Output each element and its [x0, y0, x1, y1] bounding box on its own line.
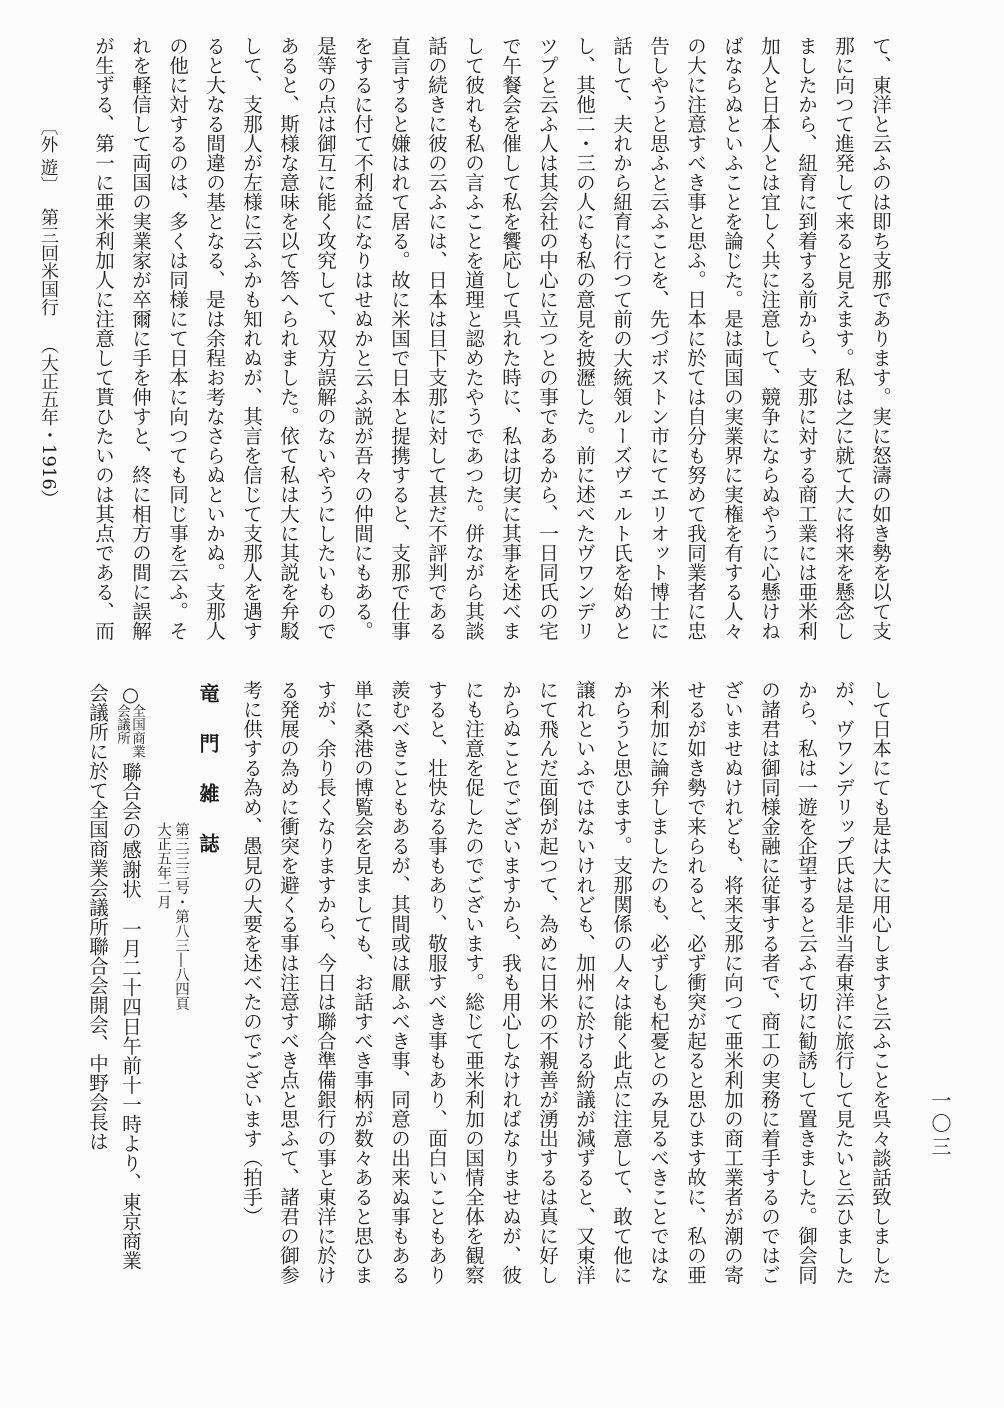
source-journal: 竜門雑誌	[196, 683, 220, 883]
source-issue: 第三三三号・第八三―八四頁	[173, 822, 189, 1011]
text-column: して、支那人が左様に云ふかも知れぬが、其言を信じて支那人を遇す	[240, 36, 263, 641]
text-column: ばならぬといふことを論じた。是は両国の実業界に実権を有する人々	[721, 36, 744, 641]
text-column: からうと思ひます。支那関係の人々は能く此点に注意して、敢て他に	[610, 680, 633, 1285]
text-column: せるが如き勢で来られると、必ず衝突が起ると思ひます故に、私の亜	[684, 680, 707, 1285]
text-column: 直言すると嫌はれて居る。故に米国で日本と提携すると、支那で仕事	[388, 36, 411, 641]
text-column: 話して、夫れから紐育に行つて前の大統領ルーズヴェルト氏を始めと	[610, 36, 633, 641]
text-column: 告しやうと思ふと云ふことを、先づボストン市にてエリオット博士に	[647, 36, 670, 641]
text-column: すると、壮快なる事もあり、敬服すべき事もあり、面白いこともあり	[425, 680, 448, 1285]
text-column: して日本にても是は大に用心しますと云ふことを呉々談話致しました	[869, 680, 892, 1285]
text-column: て、東洋と云ふのは即ち支那であります。実に怒濤の如き勢を以て支	[869, 36, 892, 641]
text-column: から、私は一遊を企望すると云ふて切に勧誘して置きました。御会同	[795, 680, 818, 1285]
text-column: にも注意を促したのでございます。総じて亜米利加の国情全体を観察	[462, 680, 485, 1285]
text-column: 是等の点は御互に能く攻究して、双方誤解のないやうにしたいもので	[314, 36, 337, 641]
text-column: して彼れも私の言ふことを道理と認めたやうであつた。併ながら其談	[462, 36, 485, 641]
entry-text-line: 会議所に於て全国商業会議所聯合会開会、中野会長は	[86, 683, 109, 1151]
text-column: ると大なる間違の基となる、是は余程お考なさらぬといかぬ。支那人	[203, 36, 226, 641]
upper-body-text	[85, 36, 899, 641]
chapter-title: 第三回米国行	[38, 208, 59, 316]
source-date: 大正五年二月	[155, 822, 171, 909]
text-column: 羨むべきこともあるが、其間或は厭ふべき事、同意の出来ぬ事もある	[388, 680, 411, 1285]
text-column: し、其他二・三の人にも私の意見を披瀝した。前に述べたヴワンデリ	[573, 36, 596, 641]
text-column: からぬことでございますから、我も用心しなければなりませぬが、彼	[499, 680, 522, 1285]
text-column: が、ヴワンデリップ氏は是非当春東洋に旅行して見たいと云ひました	[832, 680, 855, 1285]
text-column: の他に対するのは、多くは同様にて日本に向つても同じ事を云ふ。そ	[166, 36, 189, 641]
chapter-era: （大正五年・1916）	[38, 336, 59, 508]
text-column: 米利加に論弁しましたのも、必ずしも杞憂とのみ見るべきことではな	[647, 680, 670, 1285]
lower-body-text	[233, 680, 899, 1285]
text-column: れを軽信して両国の実業家が卒爾に手を伸すと、終に相方の間に誤解	[129, 36, 152, 641]
text-column: で午餐会を催して私を饗応して呉れた時に、私は切実に其事を述べま	[499, 36, 522, 641]
text-column: の大に注意すべき事と思ふ。日本に於ては自分も努めて我同業者に忠	[684, 36, 707, 641]
text-column: 単に桑港の博覧会を見ましても、お話すべき事柄が数々あると思ひま	[351, 680, 374, 1285]
text-column: 加人と日本人とは宜しく共に注意して、競争にならぬやうに心懸けね	[758, 36, 781, 641]
text-column: をするに付て不利益になりはせぬかと云ふ説が吾々の仲間にもある。	[351, 36, 374, 641]
text-column: すが、余り長くなりますから、今日は聯合準備銀行の事と東洋に於け	[314, 680, 337, 1285]
text-column: 話の続きに彼の云ふには、日本は目下支那に対して甚だ不評判である	[425, 36, 448, 641]
entry-org-line: 会議所	[114, 704, 130, 745]
entry-title: 聯合会の感謝状	[119, 762, 142, 899]
text-column: にて飛んだ面倒が起つて、為めに日米の不親善が湧出するは真に好し	[536, 680, 559, 1285]
entry-marker: ○	[119, 683, 142, 706]
text-column: 譲れといふではないけれども、加州に於ける紛議が減ずると、又東洋	[573, 680, 596, 1285]
text-column: る発展の為めに衝突を避くる事は注意すべき点と思ふて、諸君の御参	[277, 680, 300, 1285]
page-number: 一〇三	[928, 1090, 952, 1159]
text-column: ざいませぬけれども、将来支那に向つて亜米利加の商工業者が潮の寄	[721, 680, 744, 1285]
text-column: あると、斯様な意味を以て答へられました。依て私は大に其説を弁駁	[277, 36, 300, 641]
text-column: ましたから、紐育に到着する前から、支那に対する商工業には亜米利	[795, 36, 818, 641]
text-column: の諸君は御同様金融に従事する者で、商工の実務に着手するのではご	[758, 680, 781, 1285]
entry-heading-line	[116, 762, 144, 1270]
text-column: が生ずる、第一に亜米利加人に注意して貰ひたいのは其点である、而	[92, 36, 115, 641]
text-column: 那に向つて進発して来ると見えます。私は之に就て大に将来を懸念し	[832, 36, 855, 641]
section-label: 〔外 遊〕	[38, 118, 58, 194]
entry-org-line: 全国商業	[129, 704, 145, 758]
text-column: ツプと云ふ人は其会社の中心に立つとの事であるから、一日同氏の宅	[536, 36, 559, 641]
entry-text: 一月二十四日午前十一時より、東京商業	[119, 918, 142, 1270]
text-column: 考に供する為め、愚見の大要を述べたのでございます（拍手）	[240, 680, 263, 1226]
